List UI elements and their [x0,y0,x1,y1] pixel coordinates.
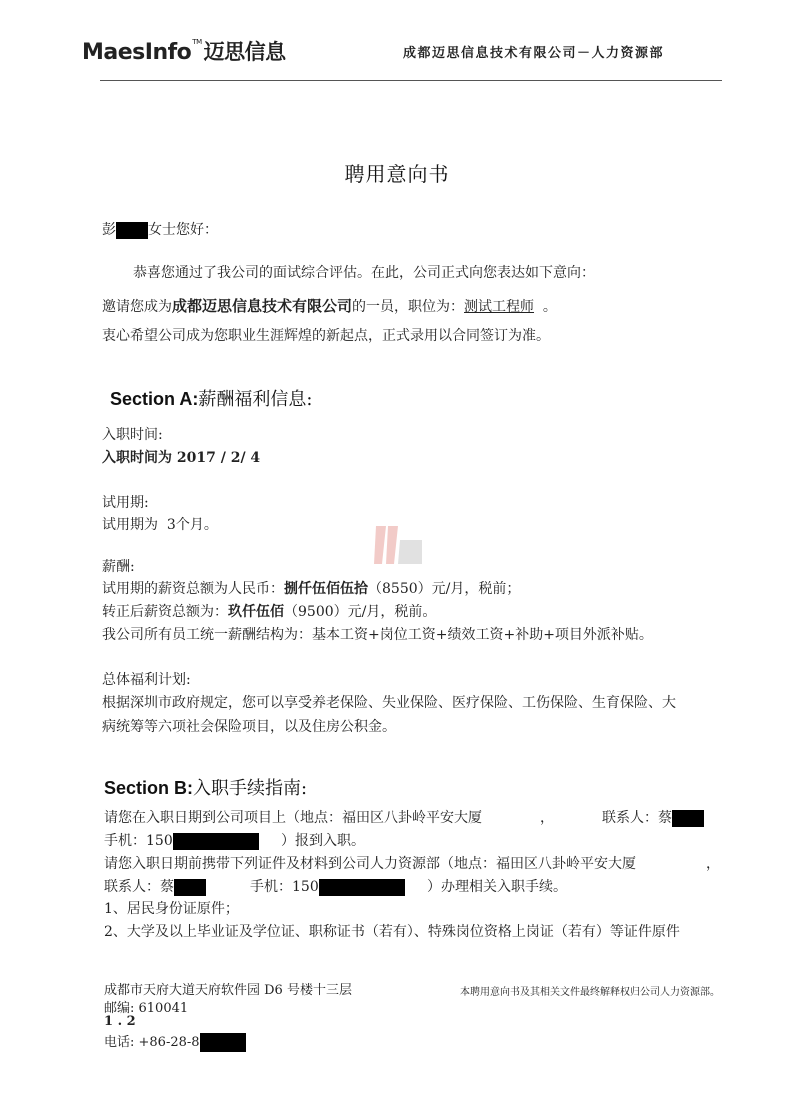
salary-text: 试用期的薪资总额为人民币： [102,581,284,597]
contact-text: 联系人：蔡 [602,810,672,826]
company-name: 成都迈思信息技术有限公司 [172,297,353,315]
footer-postcode: 邮编: 610041 [104,1001,189,1016]
entry-date-text: 入职时间为 2017 / 2/ 4 [102,450,261,466]
section-a-label: Section A: [110,389,199,409]
salary-regular-amount: 玖仟伍佰 [228,604,284,620]
onboard-line-1 [104,807,482,827]
footer-phone [104,1031,246,1052]
probation-text [102,514,218,534]
section-b-title: 入职手续指南: [193,778,308,799]
benefit-line-2: 病统筹等六项社会保险项目，以及住房公积金。 [102,719,396,735]
greeting-suffix: 女士您好： [148,222,218,238]
benefit-label: 总体福利计划: [102,672,191,688]
section-a-heading [110,385,312,411]
redacted-phone [319,879,405,896]
salary-probation-amount: 捌仟伍佰伍拾 [284,581,368,597]
onboard-line-1-comma: ， [540,810,554,826]
header-divider [100,80,722,81]
salary-text: （8550）元/月，税前； [368,581,521,597]
contact-text: 联系人：蔡 [104,879,174,895]
intro-line-2 [102,295,557,316]
position-title: 测试工程师 [464,299,535,315]
watermark-logo [372,520,424,568]
probation-label: 试用期: [102,495,149,511]
company-department: 成都迈思信息技术有限公司－人力资源部 [403,46,665,61]
salary-text: 转正后薪资总额为： [102,604,228,620]
redacted-phone [173,833,259,850]
onboard-line-3: 请您入职日期前携带下列证件及材料到公司人力资源部（地点：福田区八卦岭平安大厦 [104,856,636,872]
probation-prefix: 试用期为 [102,517,158,533]
phone-text: 电话: +86-28-8 [104,1035,200,1050]
salary-label: 薪酬: [102,559,135,575]
company-logo [82,36,286,66]
onboard-line-2 [104,830,365,850]
onboard-line-4 [104,876,206,896]
required-item-1: 1、居民身份证原件； [104,901,239,917]
onboard-line-4-phone [250,876,567,896]
onboard-text: ）办理相关入职手续。 [427,879,567,895]
required-item-2: 2、大学及以上毕业证及学位证、职称证书（若有）、特殊岗位资格上岗证（若有）等证件原件 [104,924,680,940]
redacted-contact [174,879,206,896]
benefit-line-1: 根据深圳市政府规定，您可以享受养老保险、失业保险、医疗保险、工伤保险、生育保险、大 [102,695,676,711]
redacted-phone [200,1033,246,1052]
redacted-name [116,222,148,239]
salary-line-2 [102,601,436,621]
greeting-prefix: 彭 [102,222,116,238]
intro-text: 的一员，职位为： [352,299,465,315]
greeting [102,219,218,239]
salary-line-1 [102,578,520,598]
phone-text: 手机：150 [104,833,173,849]
salary-structure: 我公司所有员工统一薪酬结构为：基本工资+岗位工资+绩效工资+补助+项目外派补贴。 [102,627,653,643]
redacted-contact [672,810,704,827]
page-number: 1 . 2 [104,1014,136,1029]
footer-address: 成都市天府大道天府软件园 D6 号楼十三层 [104,983,352,998]
onboard-contact-1 [602,807,704,827]
intro-line-3: 衷心希望公司成为您职业生涯辉煌的新起点，正式录用以合同签订为准。 [102,328,550,344]
logo-cn: 迈思信息 [203,40,286,64]
onboard-line-3-comma: ， [706,856,720,872]
intro-line-1: 恭喜您通过了我公司的面试综合评估。在此，公司正式向您表达如下意向： [133,265,595,281]
section-b-label: Section B: [104,778,194,798]
onboard-text: ）报到入职。 [281,833,365,849]
salary-text: （9500）元/月，税前。 [284,604,437,620]
section-a-title: 薪酬福利信息: [198,389,313,410]
intro-text: 。 [542,299,557,315]
document-title: 聘用意向书 [344,162,450,186]
section-b-heading [104,774,307,800]
phone-text: 手机：150 [250,879,319,895]
intro-text: 邀请您成为 [102,299,172,315]
footer-disclaimer: 本聘用意向书及其相关文件最终解释权归公司人力资源部。 [460,987,720,998]
probation-value: 3个月。 [166,517,218,533]
entry-date-label: 入职时间: [102,427,163,443]
logo-tm: TM [192,38,202,46]
onboard-text: 请您在入职日期到公司项目上（地点：福田区八卦岭平安大厦 [104,810,482,826]
logo-text: MaesInfo [82,40,192,65]
